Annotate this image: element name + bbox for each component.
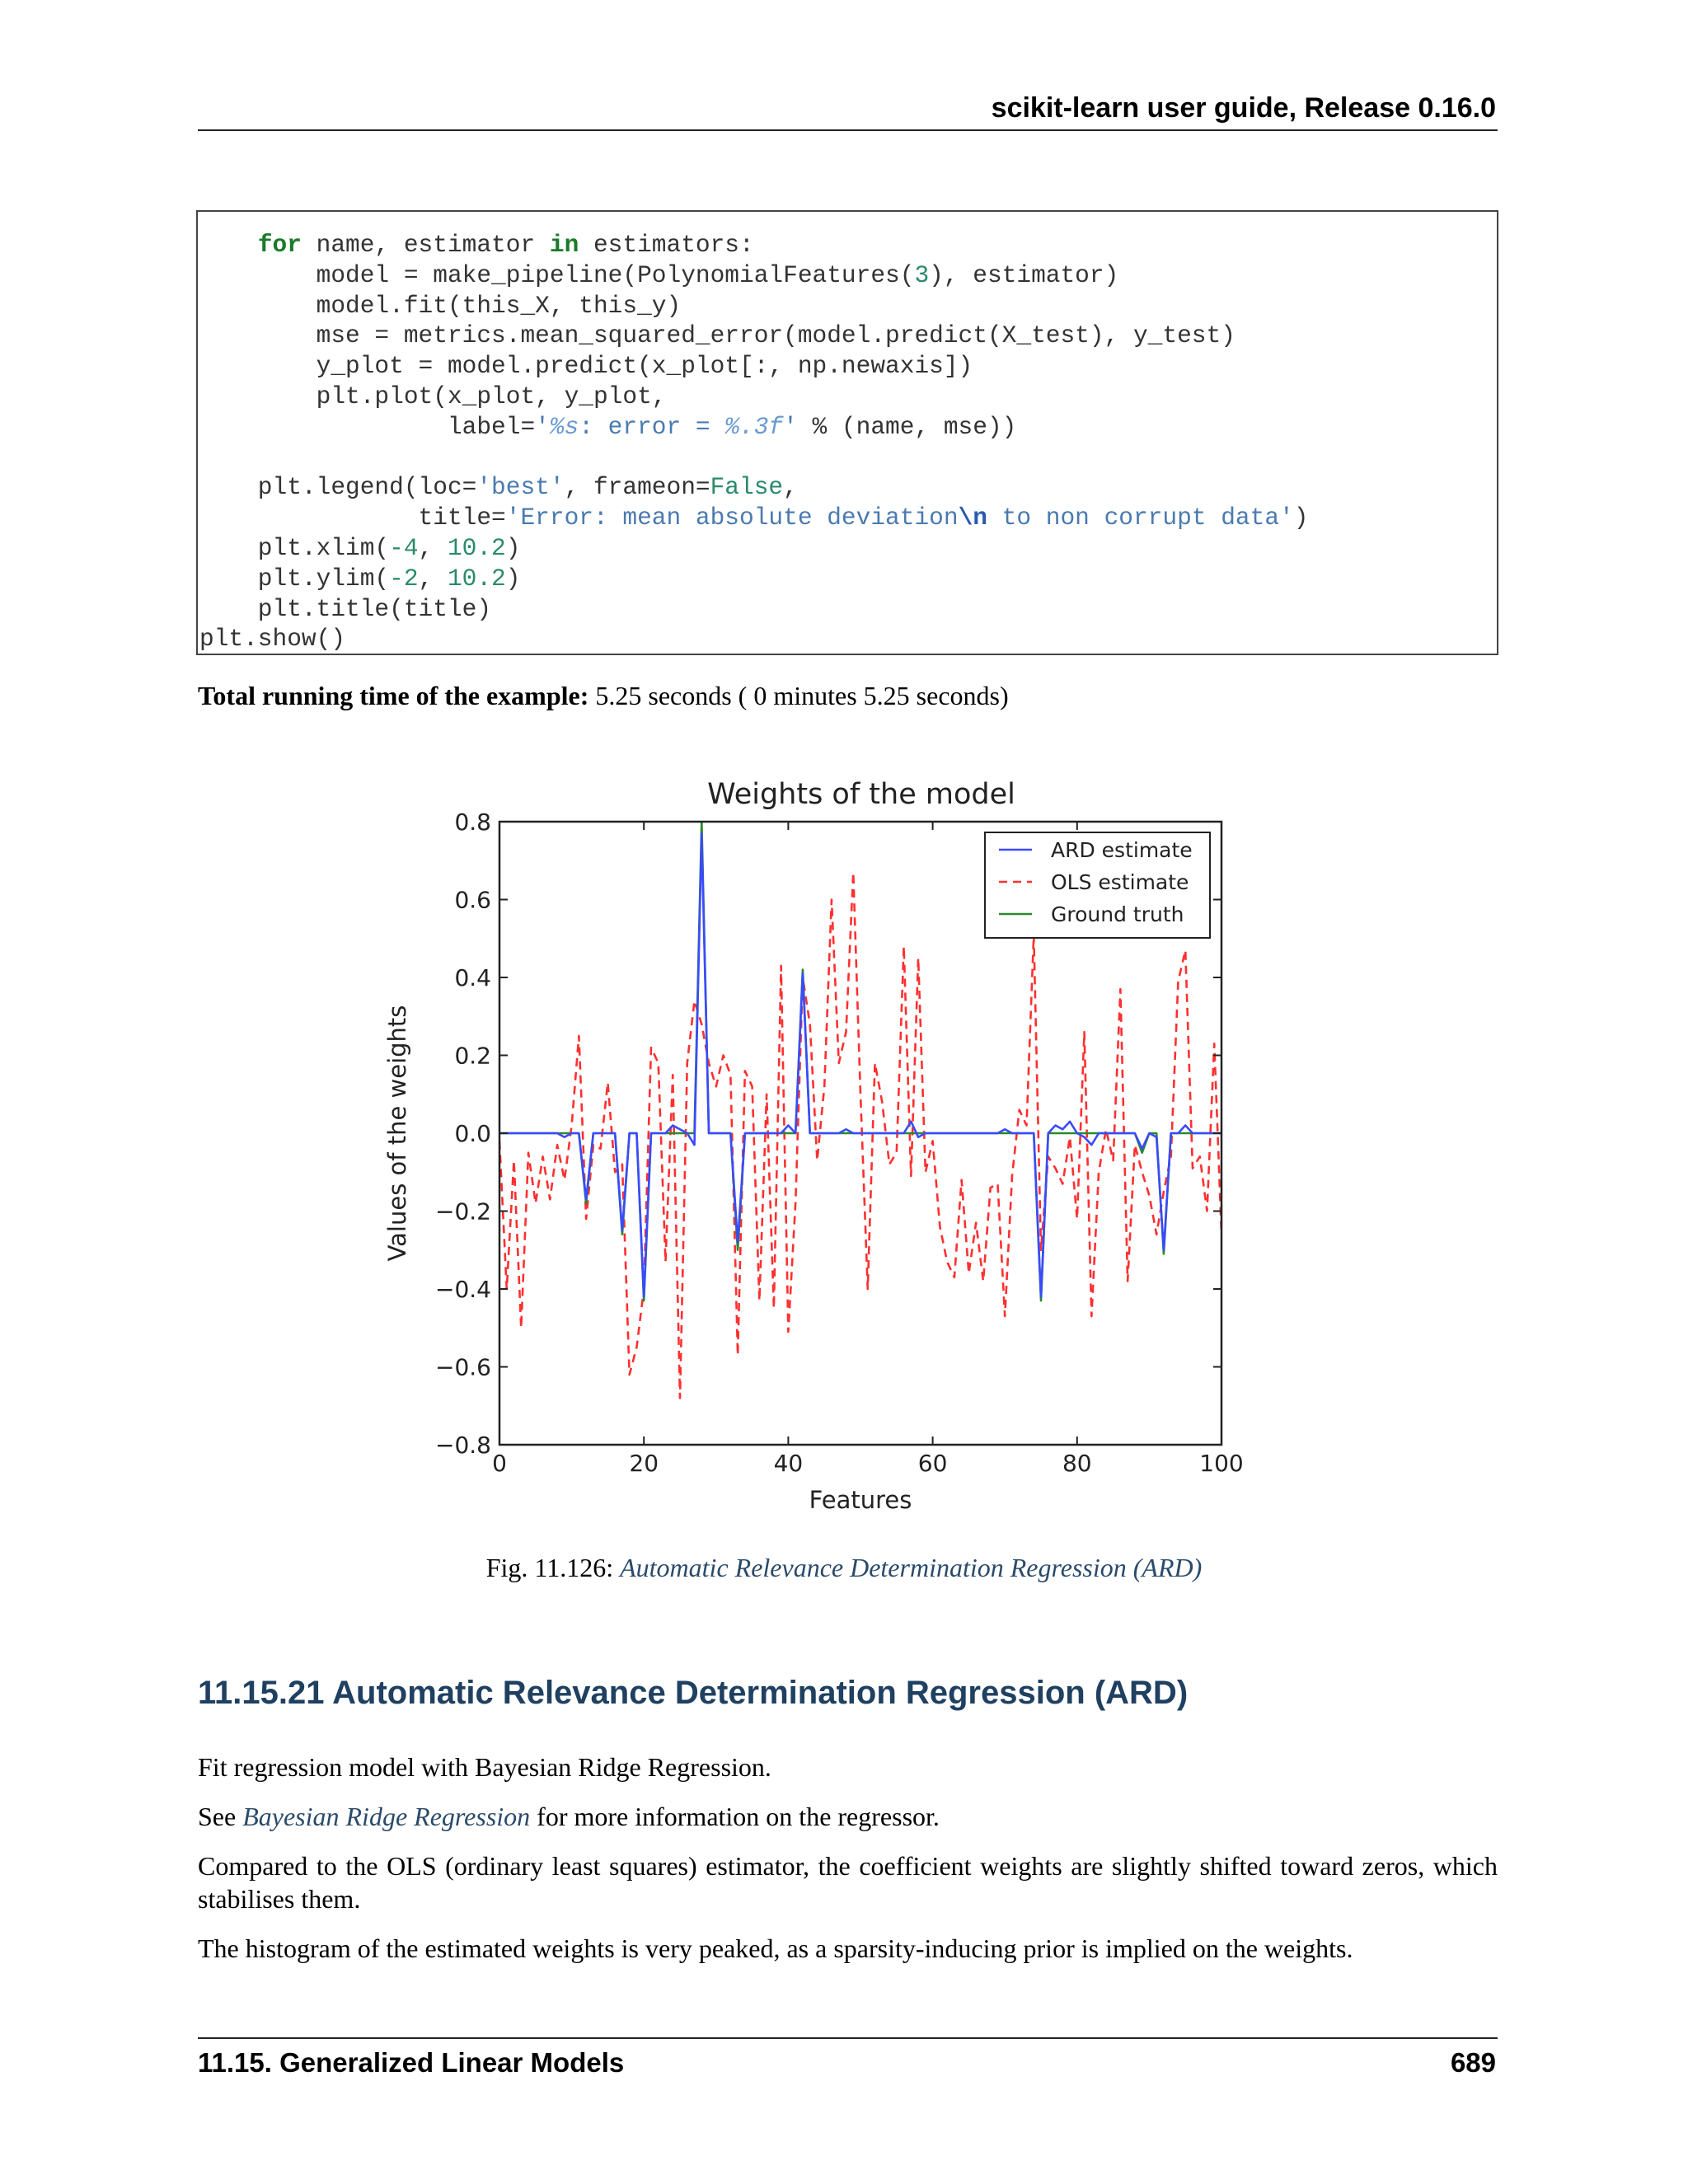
page-number: 689 xyxy=(1450,2047,1496,2078)
footer-rule xyxy=(198,2037,1498,2039)
code-text: for name, estimator in estimators: model = make_pipeline(PolynomialFeatures(3), estimator) model.fit(this_X, this_y) mse = metrics.mean_squared_error(model.predict(X_test), y_test) y_plot = model.predict(x_plot[:, np.newaxis]) plt.plot(x_plot, y_plot, label='%s: error = %.3f' % (name, mse)) plt.legend(loc='best', frameon=False, title='Error: mean absolute deviation\n to non corrupt data') plt.xlim(-4, 10.2) plt.ylim(-2, 10.2) plt.title(title) plt.show() xyxy=(199,231,1309,654)
y-tick-label: 0.8 xyxy=(454,808,491,836)
chart-title: Weights of the model xyxy=(707,778,1015,811)
legend-entry: OLS estimate xyxy=(1051,870,1189,894)
x-tick-label: 20 xyxy=(629,1450,659,1477)
legend-entry: ARD estimate xyxy=(1051,838,1193,862)
paragraph-3: Compared to the OLS (ordinary least squares) estimator, the coefficient weights are slightly shifted toward zeros, which stabilises them. xyxy=(198,1851,1498,1914)
paragraph-2: See Bayesian Ridge Regression for more information on the regressor. xyxy=(198,1802,940,1831)
paragraph-4: The histogram of the estimated weights is very peaked, as a sparsity-inducing prior is implied on the weights. xyxy=(198,1933,1353,1963)
bayesian-ridge-link[interactable]: Bayesian Ridge Regression xyxy=(242,1802,531,1831)
y-tick-label: 0.2 xyxy=(454,1042,491,1070)
y-axis-label: Values of the weights xyxy=(383,1005,411,1262)
y-tick-label: −0.8 xyxy=(435,1432,491,1459)
y-tick-label: 0.0 xyxy=(454,1120,491,1147)
x-axis-label: Features xyxy=(809,1486,912,1514)
header-rule xyxy=(198,129,1498,131)
chart-legend xyxy=(985,832,1210,938)
x-tick-label: 40 xyxy=(773,1450,804,1477)
y-tick-label: −0.6 xyxy=(435,1353,491,1381)
code-block xyxy=(196,210,1498,655)
caption-prefix: Fig. 11.126: xyxy=(485,1553,621,1582)
paragraph-1: Fit regression model with Bayesian Ridge Regression. xyxy=(198,1752,771,1782)
x-tick-label: 100 xyxy=(1199,1450,1244,1477)
x-tick-label: 60 xyxy=(917,1450,948,1477)
x-tick-label: 80 xyxy=(1062,1450,1092,1477)
y-tick-label: −0.4 xyxy=(435,1276,491,1303)
y-tick-label: −0.2 xyxy=(435,1197,491,1226)
footer-section: 11.15. Generalized Linear Models xyxy=(198,2047,625,2078)
y-tick-label: 0.4 xyxy=(454,964,491,991)
weights-chart xyxy=(379,766,1302,1525)
running-header: scikit-learn user guide, Release 0.16.0 xyxy=(991,92,1496,124)
running-time xyxy=(198,681,1009,711)
caption-link[interactable]: Automatic Relevance Determination Regression (ARD) xyxy=(620,1553,1203,1582)
figure-caption xyxy=(0,1553,1688,1583)
section-heading: 11.15.21 Automatic Relevance Determination Regression (ARD) xyxy=(198,1675,1189,1711)
y-tick-label: 0.6 xyxy=(454,886,491,914)
x-tick-label: 0 xyxy=(492,1450,507,1477)
running-time-value: 5.25 seconds ( 0 minutes 5.25 seconds) xyxy=(588,681,1009,710)
legend-entry: Ground truth xyxy=(1051,902,1184,926)
running-time-label: Total running time of the example: xyxy=(198,681,589,710)
